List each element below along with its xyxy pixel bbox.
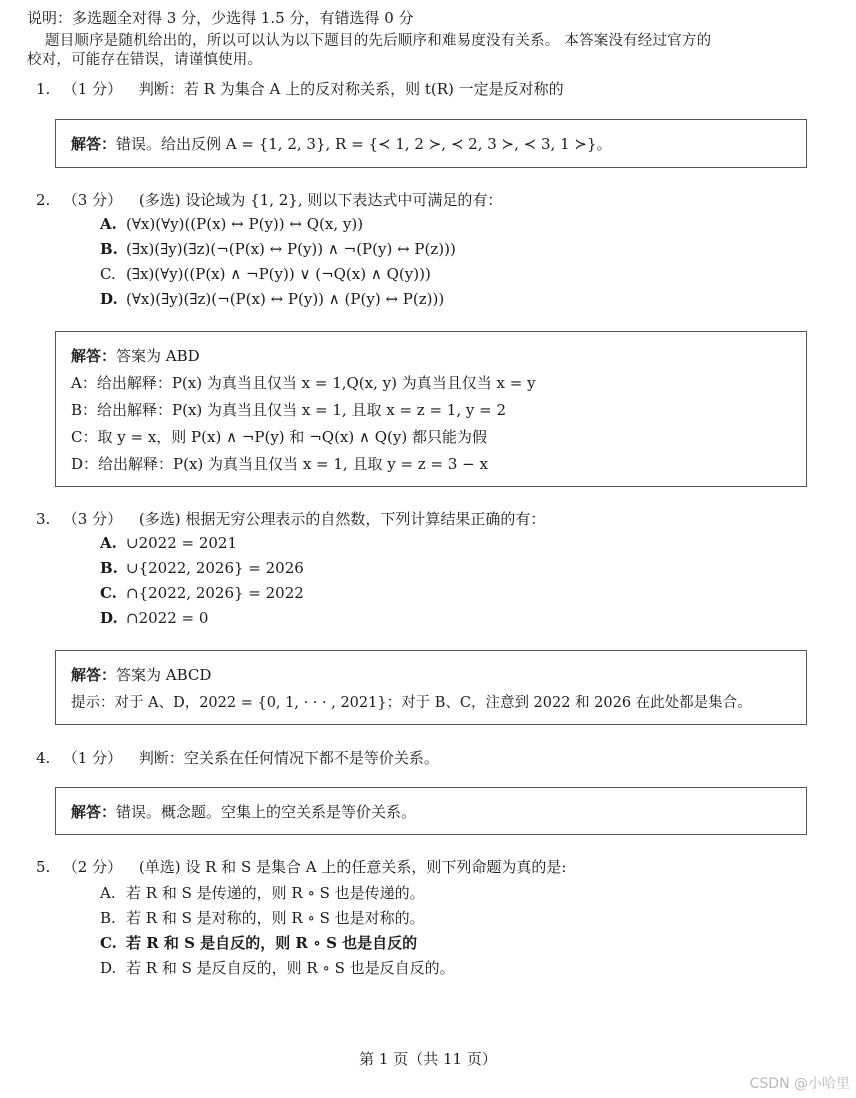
option-b [100,240,456,258]
option-label: D. [100,609,118,627]
option-label: D. [100,290,118,308]
question-stem: 判断：空关系在任何情况下都不是等价关系。 [138,749,439,767]
option-label: B. [100,559,118,577]
answer-line: C：取 y = x，则 P(x) ∧ ¬P(y) 和 ¬Q(x) ∧ Q(y) 都只能为假 [71,428,487,446]
question-stem: 判断：若 R 为集合 A 上的反对称关系，则 t(R) 一定是反对称的 [138,80,564,98]
question-points: （2 分） [62,858,123,876]
question-points: （3 分） [62,510,123,528]
option-text: 若 R 和 S 是对称的，则 R ∘ S 也是对称的。 [126,909,425,927]
answer-heading: 解答： [71,347,117,365]
question-number: 2. [36,191,51,209]
option-label: B. [100,909,116,927]
answer-box-3 [55,650,807,725]
option-d [100,957,455,978]
answer-line [71,345,200,366]
question-5 [36,856,566,877]
answer-heading: 解答： [71,135,117,153]
option-text: ∪2022 = 2021 [126,534,238,552]
question-3 [36,508,545,529]
answer-text: 答案为 ABD [116,347,200,365]
option-label: A. [100,215,117,233]
question-points: （1 分） [62,80,123,98]
answer-text: 错误。概念题。空集上的空关系是等价关系。 [116,803,417,821]
question-number: 3. [36,510,51,528]
answer-box-2 [55,331,807,487]
option-a [100,215,363,233]
question-4 [36,747,439,768]
option-text: 若 R 和 S 是传递的，则 R ∘ S 也是传递的。 [126,884,425,902]
answer-line [71,133,612,154]
answer-heading: 解答： [71,666,117,684]
answer-line: B：给出解释：P(x) 为真当且仅当 x = 1, 且取 x = z = 1, y = 2 [71,401,507,419]
answer-box-4 [55,787,807,835]
question-points: （1 分） [62,749,123,767]
question-number: 1. [36,80,51,98]
option-label: B. [100,240,118,258]
answer-line [71,664,211,685]
question-2 [36,189,502,210]
question-number: 5. [36,858,51,876]
answer-box-1 [55,119,807,168]
option-text: 若 R 和 S 是自反的，则 R ∘ S 也是自反的 [126,934,418,952]
option-d [100,609,208,627]
header-note-line2: 题目顺序是随机给出的，所以可以认为以下题目的先后顺序和难易度没有关系。 本答案没有经过官方的 [45,33,712,49]
option-c [100,265,431,283]
option-text: (∀x)(∃y)(∃z)(¬(P(x) ↔ P(y)) ∧ (P(y) ↔ P(z))) [126,290,445,308]
option-label: A. [100,884,116,902]
question-stem: (多选) 设论域为 {1, 2}, 则以下表达式中可满足的有： [138,191,503,209]
option-text: ∪{2022, 2026} = 2026 [126,559,304,577]
option-text: (∃x)(∃y)(∃z)(¬(P(x) ↔ P(y)) ∧ ¬(P(y) ↔ P(z))) [126,240,456,258]
answer-line: A：给出解释：P(x) 为真当且仅当 x = 1,Q(x, y) 为真当且仅当 x = y [71,374,536,392]
watermark: CSDN @小哈里 [749,1076,850,1092]
option-label: A. [100,534,117,552]
option-label: C. [100,934,117,952]
option-label: C. [100,584,117,602]
option-label: C. [100,265,116,283]
option-a [100,534,237,552]
header-note-line3: 校对，可能存在错误，请谨慎使用。 [27,52,263,68]
answer-line [71,801,416,822]
option-text: ∩2022 = 0 [126,609,209,627]
option-b [100,907,425,928]
option-text: (∃x)(∀y)((P(x) ∧ ¬P(y)) ∨ (¬Q(x) ∧ Q(y))) [126,265,431,283]
answer-line: 提示：对于 A、D，2022 = {0, 1, · · · , 2021}；对于 B、C，注意到 2022 和 2026 在此处都是集合。 [71,695,752,711]
answer-heading: 解答： [71,803,117,821]
header-note-line1: 说明：多选题全对得 3 分，少选得 1.5 分，有错选得 0 分 [27,9,414,27]
answer-text: 错误。给出反例 A = {1, 2, 3}, R = {≺ 1, 2 ≻, ≺ 2, 3 ≻, ≺ 3, 1 ≻}。 [116,135,612,153]
option-a [100,882,425,903]
option-text: ∩{2022, 2026} = 2022 [126,584,304,602]
option-c-correct [100,932,417,953]
option-label: D. [100,959,117,977]
question-stem: (多选) 根据无穷公理表示的自然数，下列计算结果正确的有： [138,510,546,528]
answer-text: 答案为 ABCD [116,666,212,684]
option-text: 若 R 和 S 是反自反的，则 R ∘ S 也是反自反的。 [126,959,455,977]
question-stem: (单选) 设 R 和 S 是集合 A 上的任意关系，则下列命题为真的是: [138,858,567,876]
option-b [100,559,304,577]
page-footer: 第 1 页（共 11 页） [359,1050,497,1068]
option-c [100,584,304,602]
question-1 [36,78,564,99]
question-number: 4. [36,749,51,767]
answer-line: D：给出解释：P(x) 为真当且仅当 x = 1, 且取 y = z = 3 − x [71,455,488,473]
option-d [100,290,444,308]
option-text: (∀x)(∀y)((P(x) ↔ P(y)) ↔ Q(x, y)) [126,215,364,233]
question-points: （3 分） [62,191,123,209]
